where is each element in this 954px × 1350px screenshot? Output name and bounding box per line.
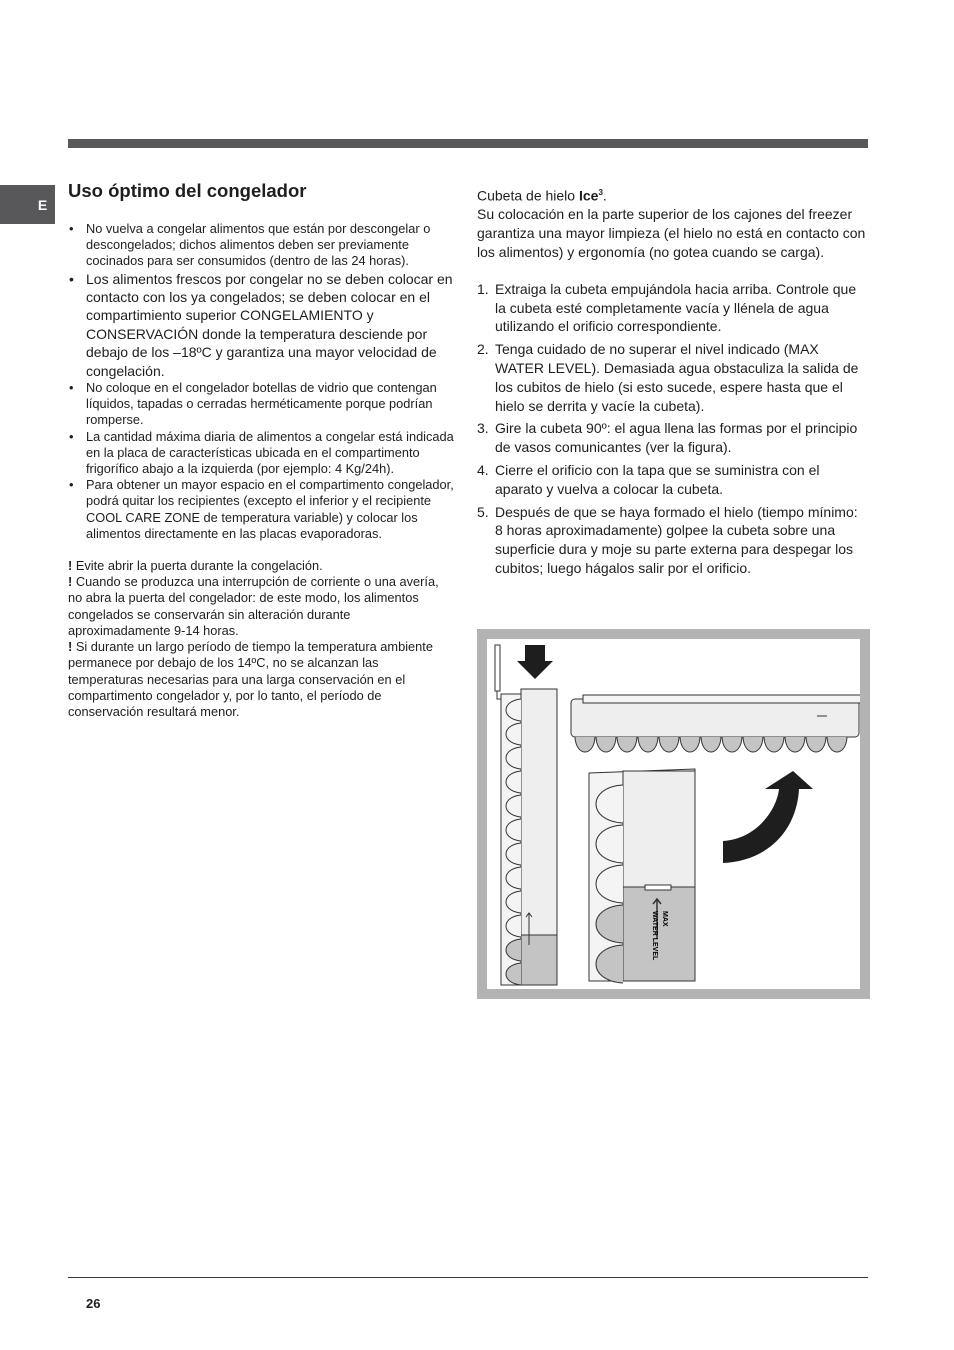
step-text: Tenga cuidado de no superar el nivel indicado (MAX WATER LEVEL). Demasiada agua obstaculiza la salida de los cubitos de hielo (si esto sucede, espere hasta que el hielo se derrita y vacíe la cubeta). [495,341,859,414]
rotate-arrow-icon [723,771,813,863]
ice-brand: Ice [578,187,599,204]
tray-rim [583,695,860,703]
tray-handle [495,645,500,691]
tip-item: • No coloque en el congelador botellas de vidrio que contengan líquidos, tapadas o cerradas herméticamente porque podrían romperse. [68,380,456,429]
ice-cell [659,737,679,752]
tray-cell-group [575,737,847,752]
horizontal-tray [571,695,860,752]
tray-lid [571,699,859,737]
front-tray [589,769,695,983]
step-text: Gire la cubeta 90º: el agua llena las formas por el principio de vasos comunicantes (ver la figura). [495,420,858,456]
section-title: Uso óptimo del congelador [68,180,307,201]
tray-water [521,935,557,985]
ice-cell [785,737,805,752]
max-label: MAX [661,911,668,927]
step-text: Extraiga la cubeta empujándola hacia arriba. Controle que la cubeta esté completamente vacía y llénela de agua utilizando el orificio correspondiente. [495,280,857,335]
step-number: 2. [477,341,489,358]
step-number: 1. [477,280,489,297]
ice-steps [477,280,869,578]
warning-mark: ! [68,558,73,574]
ice-intro-text: Cubeta de hielo [477,187,579,204]
tip-item: • No vuelva a congelar alimentos que están por descongelar o descongelados; dichos alimentos deben ser previamente cocinados para ser consumidos (dentro de las 24 horas). [68,221,456,270]
warning-mark: ! [68,574,73,590]
ice-cell [827,737,847,752]
tip-item: • Para obtener un mayor espacio en el compartimento congelador, podrá quitar los recipientes (excepto el inferior y el recipiente COOL CARE ZONE de temperatura variable) y colocar los alimentos directamente en las placas evaporadoras. [68,477,456,542]
water-level-marker [645,885,671,890]
language-tab [0,185,55,224]
step-number: 3. [477,420,489,437]
ice-step [477,419,869,457]
tip-item: • Los alimentos frescos por congelar no se deben colocar en contacto con los ya congelados; se deben colocar en el compartimiento superior CONGELAMIENTO y CONSERVACIÓN donde la temperatura desciende por debajo de los –18ºC y garantiza una mayor velocidad de congelación. [68,270,456,380]
page-number: 26 [86,1296,101,1311]
ice-tray-illustration [487,639,860,989]
header-rule [68,139,868,148]
ice-cell [617,737,637,752]
warning-text: Evite abrir la puerta durante la congelación. [75,558,323,574]
tips-list [68,221,456,542]
ice-cell [743,737,763,752]
warning-item [68,574,456,639]
ice-cell [680,737,700,752]
ice-cell [575,737,595,752]
ice-brand-sup: 3 [598,188,603,197]
step-number: 5. [477,503,489,520]
tip-item: • La cantidad máxima diaria de alimentos a congelar está indicada en la placa de características ubicada en el compartimento frigorífico abajo a la izquierda (por ejemplo: 4 Kg/24h). [68,429,456,478]
ice-tray-figure [477,629,870,999]
vertical-tray [495,645,557,985]
ice-intro-suffix: . [602,187,607,204]
right-column [477,184,869,582]
warning-mark: ! [68,639,73,655]
down-arrow-icon [517,645,553,679]
ice-cell [806,737,826,752]
ice-step [477,340,869,415]
warning-item [68,639,456,720]
ice-step [477,461,869,499]
ice-cell [722,737,742,752]
ice-step [477,503,869,578]
language-tab-label: E [37,196,48,213]
ice-description: Su colocación en la parte superior de los cajones del freezer garantiza una mayor limpieza (el hielo no está en contacto con los alimentos) y ergonomía (no gotea cuando se carga). [477,206,866,261]
ice-step [477,280,869,336]
step-number: 4. [477,462,489,479]
warnings [68,558,456,720]
step-text: Cierre el orificio con la tapa que se suministra con el aparato y vuelva a colocar la cubeta. [495,462,820,497]
warning-text: Cuando se produzca una interrupción de corriente o una avería, no abra la puerta del congelador: de este modo, los alimentos congelados se conservarán sin alteración durante aproximadamente 9-14 horas. [68,574,439,638]
ice-cell [764,737,784,752]
ice-cell [638,737,658,752]
left-column [68,221,456,720]
warning-text: Si durante un largo período de tiempo la temperatura ambiente permanece por debajo de los 14ºC, no se alcanzan las temperaturas necesarias para una larga conservación en el compartimento congelador y, por lo tanto, el período de conservación resultará menor. [68,639,433,719]
footer-rule [68,1277,868,1278]
step-text: Después de que se haya formado el hielo (tiempo mínimo: 8 horas aproximadamente) golpee la cubeta sobre una superficie dura y moje su parte externa para despegar los cubitos; luego hágalos salir por el orificio. [495,503,858,576]
ice-cell [596,737,616,752]
ice-intro [477,184,869,205]
water-level-label: WATER LEVEL [651,911,658,961]
warning-item [68,558,456,574]
tray-cell-group [596,785,623,983]
ice-cell [701,737,721,752]
